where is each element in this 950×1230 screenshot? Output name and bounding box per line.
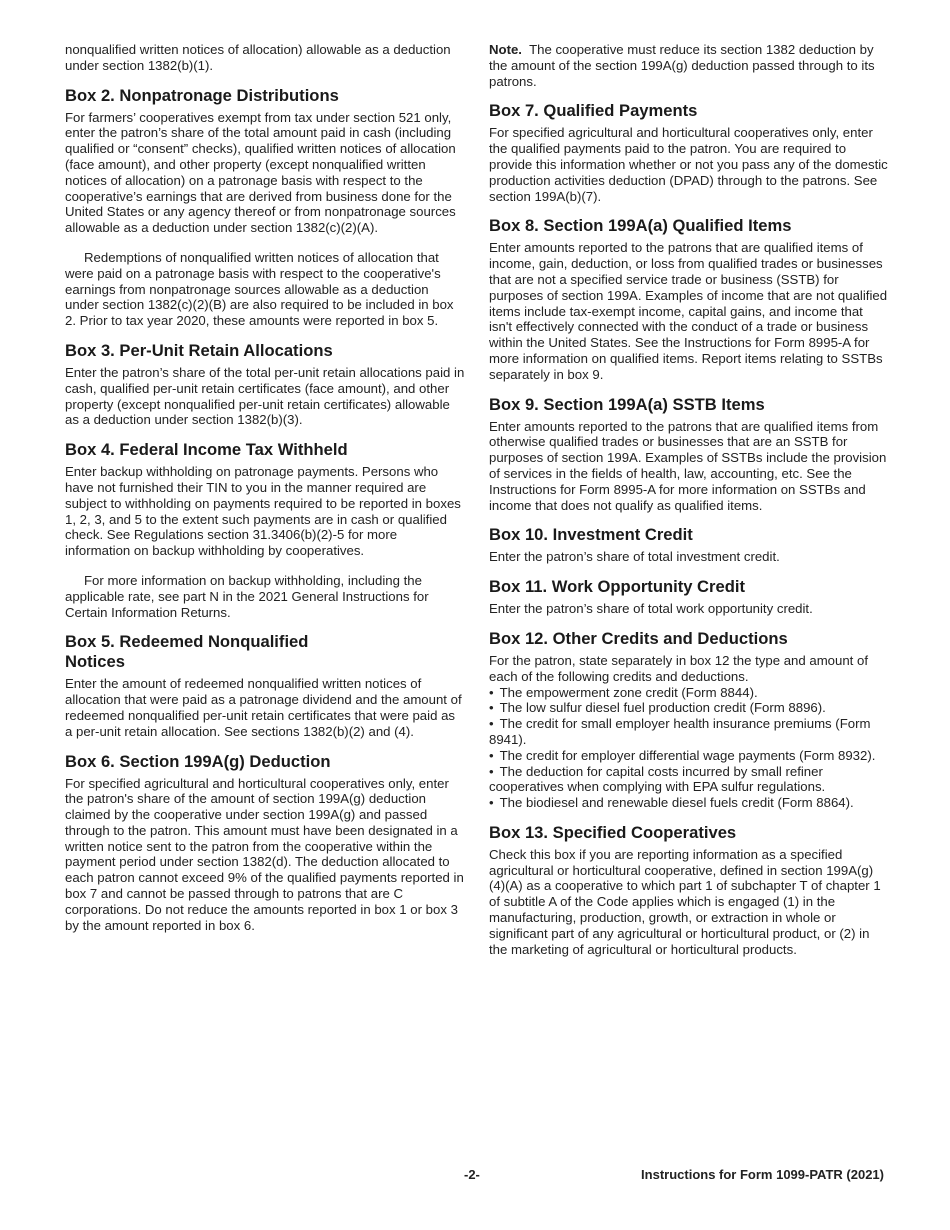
right-column bbox=[489, 42, 889, 957]
box11-paragraph-1: Enter the patron’s share of total work opportunity credit. bbox=[489, 601, 813, 617]
box5-paragraph-1: Enter the amount of redeemed nonqualified written notices of allocation that were paid as a patronage dividend and the amount of redeemed nonqualified per-unit retain certificates that were paid as a per-unit retain allocation. See sections 1382(b)(2) and (4). bbox=[65, 676, 462, 739]
box12-bullet-list bbox=[489, 685, 889, 811]
box4-paragraph-1: Enter backup withholding on patronage payments. Persons who have not furnished their TIN to you in the manner required are subject to withholding on payments required to be reported in boxes 1, 2, 3, and 5 to the extent such payments are in cash or qualified check. See Regulations section 31.3406(b)(2)-5 for more information on backup withholding by cooperatives. bbox=[65, 464, 461, 559]
box5-heading bbox=[65, 632, 465, 672]
box5-heading-line1: Box 5. Redeemed Nonqualified bbox=[65, 632, 309, 652]
document-title: Instructions for Form 1099-PATR (2021) bbox=[641, 1167, 884, 1182]
box12-paragraph-1: For the patron, state separately in box 12 the type and amount of each of the following credits and deductions. bbox=[489, 652, 869, 684]
box2-paragraph-2: Redemptions of nonqualified written notices of allocation that were paid on a patronage basis with respect to the cooperative's earnings from nonpatronage sources allowable as a deduction under section 1382(c)(2)(B) are also required to be included in box 2. Prior to tax year 2020, these amounts were reported in box 5. bbox=[65, 249, 454, 329]
note-paragraph bbox=[489, 42, 889, 89]
box3-paragraph-1: Enter the patron’s share of the total per-unit retain allocations paid in cash, qualified per-unit retain certificates (face amount), and other property (except nonqualified per-unit retain certificates) allowable as a deduction under section 1382(b)(3). bbox=[65, 364, 465, 428]
box9-paragraph-1: Enter amounts reported to the patrons that are qualified items from otherwise qualified trades or businesses that are an SSTB for purposes of section 199A. Examples of SSTBs include the provision of services in the fields of health, law, accounting, etc. See the Instructions for Form 8995-A for more information on SSTBs and income that does not qualify as qualified items. bbox=[489, 418, 887, 513]
bullet-icon: • bbox=[489, 700, 494, 716]
box3-heading: Box 3. Per-Unit Retain Allocations bbox=[65, 340, 333, 360]
box2-paragraph-1: For farmers’ cooperatives exempt from tax under section 521 only, enter the patron’s share of the total amount paid in cash (including qualified or “consent” checks), qualified written notices of allocation (face amount), and other property (except nonqualified written notices of allocation) on a patronage basis with respect to the cooperative’s earnings that are derived from business done for the United States or any agency thereof or from nonpatronage sources allowable as a deduction under section 1382(c)(2)(A). bbox=[65, 109, 456, 236]
box12-heading: Box 12. Other Credits and Deductions bbox=[489, 628, 788, 648]
bullet-icon: • bbox=[489, 763, 494, 779]
list-item: • The empowerment zone credit (Form 8844). bbox=[489, 684, 758, 700]
box10-paragraph-1: Enter the patron’s share of total investment credit. bbox=[489, 549, 780, 565]
page-number: -2- bbox=[464, 1167, 480, 1182]
box8-paragraph-1: Enter amounts reported to the patrons that are qualified items of income, gain, deduction, or loss from qualified trades or businesses that are not a specified service trade or business (SSTB) for purposes of section 199A. Examples of income that are not qualified items include tax-exempt income, capital gains, and income that isn't effectively connected with the conduct of a trade or business within the United States. See the Instructions for Form 8995-A for more information on qualified items. Report items relating to SSTBs separately in box 9. bbox=[489, 240, 888, 382]
intro-paragraph: nonqualified written notices of allocation) allowable as a deduction under section 1382(b)(1). bbox=[65, 42, 451, 73]
note-text: The cooperative must reduce its section 1382 deduction by the amount of the section 199A(g) deduction passed through to its patrons. bbox=[489, 42, 875, 89]
box5-heading-line2: Notices bbox=[65, 652, 125, 672]
list-item: • The credit for employer differential wage payments (Form 8932). bbox=[489, 747, 876, 763]
box7-paragraph-1: For specified agricultural and horticultural cooperatives only, enter the qualified payments paid to the patron. You are required to provide this information whether or not you pass any of the domestic production activities deduction (DPAD) through to the patrons. See section 199A(b)(7). bbox=[489, 125, 888, 204]
box11-heading: Box 11. Work Opportunity Credit bbox=[489, 577, 746, 597]
note-label: Note. bbox=[489, 42, 522, 57]
bullet-icon: • bbox=[489, 747, 494, 763]
box9-heading: Box 9. Section 199A(a) SSTB Items bbox=[489, 394, 765, 414]
box13-paragraph-1: Check this box if you are reporting information as a specified agricultural or horticultural cooperative, defined in section 199A(g)(4)(A) as a cooperative to which part 1 of subchapter T of chapter 1 of subtitle A of the Code applies which is engaged (1) in the manufacturing, production, growth, or extraction in whole or significant part of any agricultural or horticultural product, or (2) in the marketing of agricultural or horticultural products. bbox=[489, 846, 881, 957]
list-item: • The credit for small employer health insurance premiums (Form 8941). bbox=[489, 716, 871, 747]
box10-heading: Box 10. Investment Credit bbox=[489, 525, 693, 545]
left-column bbox=[65, 42, 465, 933]
box4-paragraph-2: For more information on backup withholding, including the applicable rate, see part N in the 2021 General Instructions for Certain Information Returns. bbox=[65, 572, 429, 620]
box4-heading: Box 4. Federal Income Tax Withheld bbox=[65, 440, 348, 460]
box6-paragraph-1: For specified agricultural and horticultural cooperatives only, enter the patron's share of the amount of section 199A(g) deduction claimed by the cooperative under section 199A(g) and passed through to the patron. This amount must have been designated in a written notice sent to the patron from the cooperative within the payment period under section 1382(d). The deduction allocated to each patron cannot exceed 9% of the qualified payments reported in box 7 and cannot be passed through to patrons that are C corporations. Do not reduce the amounts reported in box 1 or box 3 by the amount reported in box 6. bbox=[65, 775, 464, 933]
box6-heading: Box 6. Section 199A(g) Deduction bbox=[65, 751, 331, 771]
list-item: • The low sulfur diesel fuel production credit (Form 8896). bbox=[489, 700, 826, 716]
box2-heading: Box 2. Nonpatronage Distributions bbox=[65, 85, 339, 105]
bullet-icon: • bbox=[489, 684, 494, 700]
bullet-icon: • bbox=[489, 716, 494, 732]
list-item: • The deduction for capital costs incurred by small refiner cooperatives when complying with EPA sulfur regulations. bbox=[489, 763, 826, 795]
bullet-icon: • bbox=[489, 795, 494, 811]
box13-heading: Box 13. Specified Cooperatives bbox=[489, 822, 737, 842]
box8-heading: Box 8. Section 199A(a) Qualified Items bbox=[489, 216, 792, 236]
box7-heading: Box 7. Qualified Payments bbox=[489, 101, 698, 121]
list-item: • The biodiesel and renewable diesel fuels credit (Form 8864). bbox=[489, 795, 854, 811]
